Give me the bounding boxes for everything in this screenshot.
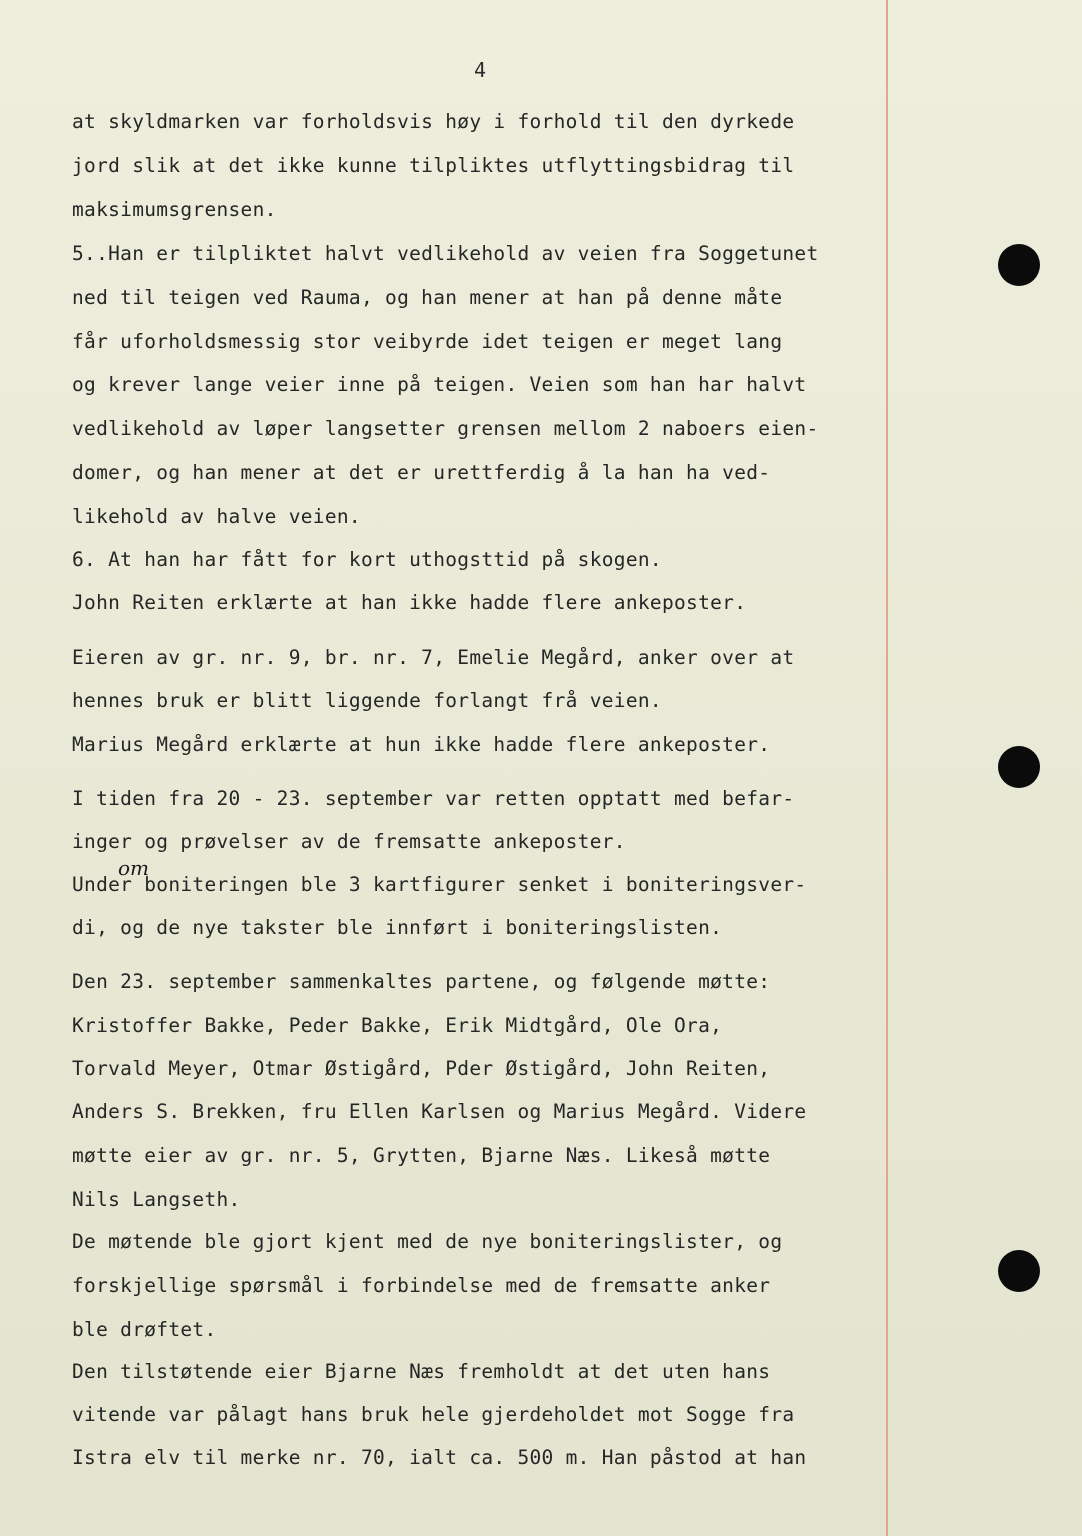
margin-rule: [886, 0, 888, 1536]
page-number: 4: [474, 58, 487, 82]
text-line: Den tilstøtende eier Bjarne Næs fremholdt at det uten hans: [72, 1360, 771, 1383]
text-line: hennes bruk er blitt liggende forlangt frå veien.: [72, 689, 662, 712]
text-line: De møtende ble gjort kjent med de nye boniteringslister, og: [72, 1230, 783, 1253]
text-line: Under boniteringen ble 3 kartfigurer senket i boniteringsver-: [72, 873, 807, 896]
text-line: vitende var pålagt hans bruk hele gjerdeholdet mot Sogge fra: [72, 1403, 795, 1426]
text-line: jord slik at det ikke kunne tilpliktes utflyttingsbidrag til: [72, 154, 795, 177]
handwritten-annotation: om: [118, 856, 150, 880]
text-line: møtte eier av gr. nr. 5, Grytten, Bjarne Næs. Likeså møtte: [72, 1144, 771, 1167]
punch-hole: [998, 1250, 1040, 1292]
text-line: 6. At han har fått for kort uthogsttid på skogen.: [72, 548, 662, 571]
punch-hole: [998, 746, 1040, 788]
text-line: ble drøftet.: [72, 1318, 217, 1341]
text-line: Nils Langseth.: [72, 1188, 241, 1211]
text-line: inger og prøvelser av de fremsatte ankeposter.: [72, 830, 626, 853]
text-line: domer, og han mener at det er urettferdig å la han ha ved-: [72, 461, 771, 484]
text-line: ned til teigen ved Rauma, og han mener at han på denne måte: [72, 286, 783, 309]
text-line: Eieren av gr. nr. 9, br. nr. 7, Emelie Megård, anker over at: [72, 646, 795, 669]
text-line: I tiden fra 20 - 23. september var retten opptatt med befar-: [72, 787, 795, 810]
text-line: Marius Megård erklærte at hun ikke hadde flere ankeposter.: [72, 733, 771, 756]
text-line: får uforholdsmessig stor veibyrde idet teigen er meget lang: [72, 330, 783, 353]
text-line: Istra elv til merke nr. 70, ialt ca. 500 m. Han påstod at han: [72, 1446, 807, 1469]
text-line: at skyldmarken var forholdsvis høy i forhold til den dyrkede: [72, 110, 795, 133]
text-line: Kristoffer Bakke, Peder Bakke, Erik Midtgård, Ole Ora,: [72, 1014, 723, 1037]
text-line: likehold av halve veien.: [72, 505, 361, 528]
text-line: forskjellige spørsmål i forbindelse med de fremsatte anker: [72, 1274, 771, 1297]
text-line: Anders S. Brekken, fru Ellen Karlsen og Marius Megård. Videre: [72, 1100, 807, 1123]
text-line: vedlikehold av løper langsetter grensen mellom 2 naboers eien-: [72, 417, 819, 440]
text-line: Den 23. september sammenkaltes partene, og følgende møtte:: [72, 970, 771, 993]
text-line: 5..Han er tilpliktet halvt vedlikehold av veien fra Soggetunet: [72, 242, 819, 265]
text-line: John Reiten erklærte at han ikke hadde flere ankeposter.: [72, 591, 747, 614]
text-line: Torvald Meyer, Otmar Østigård, Pder Østigård, John Reiten,: [72, 1057, 771, 1080]
text-line: di, og de nye takster ble innført i boniteringslisten.: [72, 916, 723, 939]
punch-hole: [998, 244, 1040, 286]
text-line: maksimumsgrensen.: [72, 198, 277, 221]
text-line: og krever lange veier inne på teigen. Veien som han har halvt: [72, 373, 807, 396]
